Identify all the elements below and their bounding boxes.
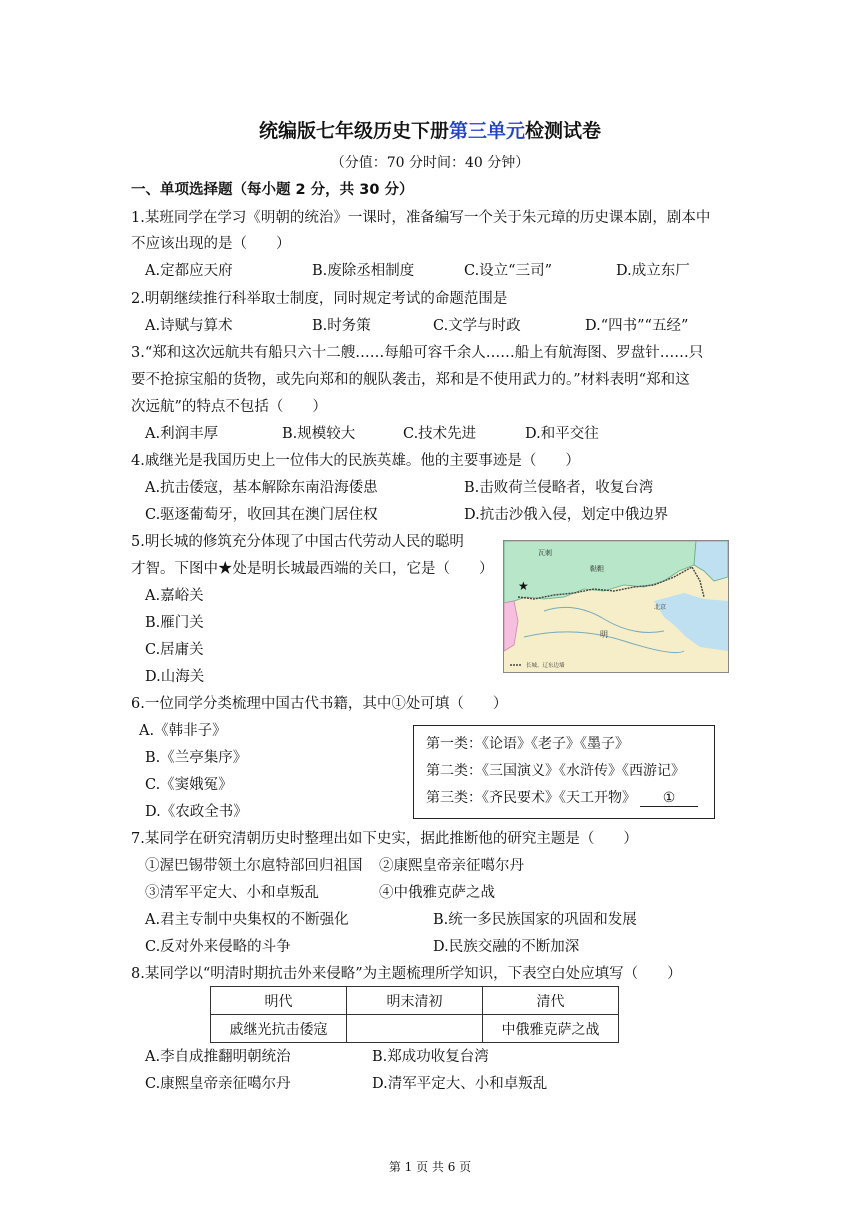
- q6-option-a: A.《韩非子》: [139, 723, 227, 739]
- q3-option-c: C.技术先进: [403, 426, 477, 442]
- q7-option-c: C.反对外来侵略的斗争: [145, 939, 291, 955]
- q7-fact-3: ③清军平定大、小和卓叛乱: [145, 885, 319, 901]
- q5-stem-line1: 5.明长城的修筑充分体现了中国古代劳动人民的聪明: [131, 534, 464, 550]
- title-post: 检测试卷: [525, 120, 602, 142]
- title-highlight: 第三单元: [448, 120, 525, 142]
- q3-stem-line2: 要不抢掠宝船的货物，或先向郑和的舰队袭击，郑和是不使用武力的。”材料表明“郑和这: [131, 372, 690, 388]
- q2-option-b: B.时务策: [312, 318, 371, 334]
- q8-option-a: A.李自成推翻明朝统治: [145, 1049, 291, 1065]
- category-3-text: 第三类：《齐民要术》《天工开物》: [426, 790, 636, 806]
- q6-stem-line1: 6.一位同学分类梳理中国古代书籍，其中①处可填（ ）: [131, 696, 508, 712]
- q4-option-d: D.抗击沙俄入侵，划定中俄边界: [464, 507, 669, 523]
- q2-option-d: D.“四书”“五经”: [585, 318, 689, 334]
- q6-option-c: C.《窦娥冤》: [145, 777, 233, 793]
- title-pre: 统编版七年级历史下册: [258, 120, 449, 142]
- category-1: 第一类：《论语》《老子》《墨子》: [426, 736, 629, 752]
- q7-option-b: B.统一多民族国家的巩固和发展: [433, 912, 637, 928]
- page-title: [0, 116, 860, 143]
- q7-stem-line1: 7.某同学在研究清朝历史时整理出如下史实，据此推断他的研究主题是（ ）: [131, 831, 638, 847]
- table-cell: 中俄雅克萨之战: [483, 1015, 619, 1043]
- q8-option-b: B.郑成功收复台湾: [372, 1049, 489, 1065]
- map-label-north1: 瓦刺: [538, 549, 552, 557]
- q1-stem-line2: 不应该出现的是（ ）: [131, 236, 291, 252]
- q5-option-d: D.山海关: [145, 669, 205, 685]
- q6-option-b: B.《兰亭集序》: [145, 750, 248, 766]
- table-header-row: [211, 987, 619, 1015]
- q8-option-d: D.清军平定大、小和卓叛乱: [372, 1076, 548, 1092]
- q5-stem-line2: 才智。下图中★处是明长城最西端的关口，它是（ ）: [131, 561, 494, 577]
- page-footer: 第 1 页 共 6 页: [388, 1160, 472, 1174]
- q4-stem-line1: 4.戚继光是我国历史上一位伟大的民族英雄。他的主要事迹是（ ）: [131, 453, 580, 469]
- map-label-beijing: 北京: [654, 604, 667, 611]
- q7-option-d: D.民族交融的不断加深: [433, 939, 580, 955]
- q7-option-a: A.君主专制中央集权的不断强化: [145, 912, 349, 928]
- table-cell-blank: [347, 1015, 483, 1043]
- section-heading: 一、单项选择题（每小题 2 分，共 30 分）: [131, 182, 414, 198]
- q5-option-a: A.嘉峪关: [145, 588, 204, 604]
- category-2: 第二类：《三国演义》《水浒传》《西游记》: [426, 763, 685, 779]
- map-legend: 长城、辽东边墙: [526, 663, 565, 669]
- q7-fact-4: ④中俄雅克萨之战: [379, 885, 495, 901]
- q1-option-a: A.定都应天府: [145, 263, 233, 279]
- q7-fact-2: ②康熙皇帝亲征噶尔丹: [379, 858, 524, 874]
- map-label-north2: 鞑靼: [590, 565, 604, 573]
- table-row: [211, 1015, 619, 1043]
- q1-option-c: C.设立“三司”: [464, 263, 553, 279]
- map-label-ming: 明: [600, 630, 608, 639]
- q3-option-d: D.和平交往: [525, 426, 599, 442]
- ming-great-wall-map: [503, 540, 729, 673]
- book-category-box: [413, 725, 715, 819]
- table-header-cell: 清代: [483, 987, 619, 1015]
- q2-option-a: A.诗赋与算术: [145, 318, 233, 334]
- page-subtitle: （分值：70 分时间：40 分钟）: [330, 155, 530, 171]
- q1-stem-line1: 1.某班同学在学习《明朝的统治》一课时，准备编写一个关于朱元璋的历史课本剧，剧本中: [131, 210, 711, 226]
- category-3: [426, 787, 698, 807]
- q8-table: [210, 986, 619, 1043]
- q3-option-a: A.利润丰厚: [145, 426, 219, 442]
- q8-option-c: C.康熙皇帝亲征噶尔丹: [145, 1076, 291, 1092]
- q4-option-a: A.抗击倭寇，基本解除东南沿海倭患: [145, 480, 378, 496]
- q1-option-b: B.废除丞相制度: [312, 263, 415, 279]
- star-marker-icon: ★: [518, 579, 529, 593]
- q1-option-d: D.成立东厂: [616, 263, 690, 279]
- q4-option-b: B.击败荷兰侵略者，收复台湾: [464, 480, 654, 496]
- q4-option-c: C.驱逐葡萄牙，收回其在澳门居住权: [145, 507, 378, 523]
- table-cell: 戚继光抗击倭寇: [211, 1015, 347, 1043]
- q5-option-c: C.居庸关: [145, 642, 204, 658]
- q3-stem-line3: 次远航”的特点不包括（ ）: [131, 399, 327, 415]
- q7-fact-1: ①渥巴锡带领土尔扈特部回归祖国: [145, 858, 363, 874]
- q3-option-b: B.规模较大: [282, 426, 356, 442]
- q2-stem-line1: 2.明朝继续推行科举取士制度，同时规定考试的命题范围是: [131, 291, 508, 307]
- q8-stem-line1: 8.某同学以“明清时期抗击外来侵略”为主题梳理所学知识，下表空白处应填写（ ）: [131, 966, 682, 982]
- q6-option-d: D.《农政全书》: [145, 804, 248, 820]
- map-graphic: [504, 541, 728, 672]
- table-header-cell: 明代: [211, 987, 347, 1015]
- q5-option-b: B.雁门关: [145, 615, 204, 631]
- table-header-cell: 明末清初: [347, 987, 483, 1015]
- q2-option-c: C.文学与时政: [433, 318, 521, 334]
- q3-stem-line1: 3.“郑和这次远航共有船只六十二艘……每船可容千余人……船上有航海图、罗盘针……只: [131, 345, 704, 361]
- blank-1: ①: [640, 790, 698, 807]
